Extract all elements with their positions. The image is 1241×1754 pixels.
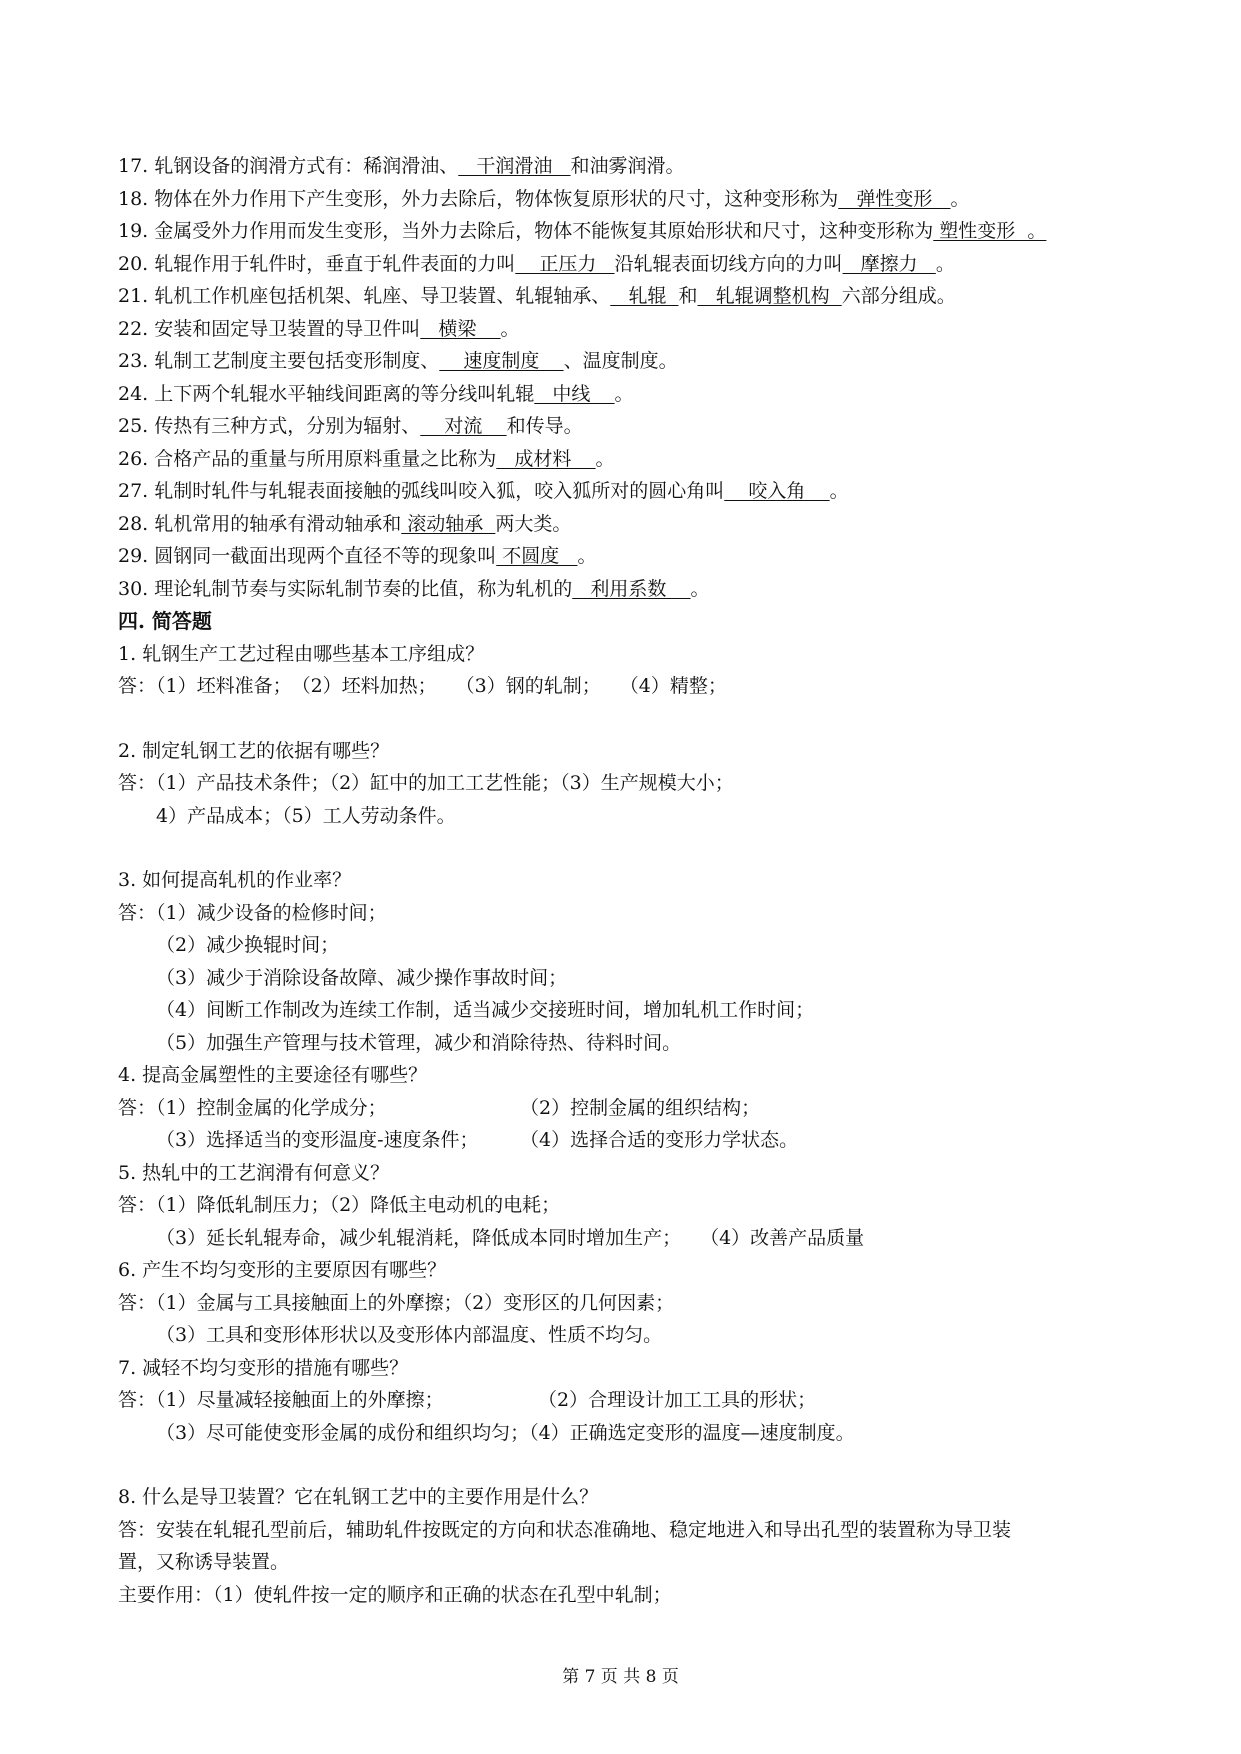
fill-question-text: 。	[829, 480, 849, 502]
question-2: 2. 制定轧钢工艺的依据有哪些？	[118, 739, 390, 762]
fill-question-text: 25. 传热有三种方式，分别为辐射、	[118, 415, 421, 437]
question-1: 1. 轧钢生产工艺过程由哪些基本工序组成？	[118, 642, 485, 665]
fill-item-29	[118, 540, 1178, 573]
fill-answer: 摩擦力	[842, 252, 936, 275]
answer-7-line-2: （3）尽可能使变形金属的成份和组织均匀；（4）正确选定变形的温度—速度制度。	[156, 1421, 855, 1444]
fill-question-text: 两大类。	[495, 512, 572, 535]
question-8: 8. 什么是导卫装置？它在轧钢工艺中的主要作用是什么？	[118, 1486, 599, 1508]
fill-question-text: 19. 金属受外力作用而发生变形，当外力去除后，物体不能恢复其原始形状和尺寸，这种变形称为	[118, 220, 934, 242]
fill-item-22	[118, 313, 1178, 346]
fill-question-text: 18. 物体在外力作用下产生变形，外力去除后，物体恢复原形状的尺寸，这种变形称为	[118, 187, 839, 210]
fill-question-text: 六部分组成。	[841, 285, 956, 307]
fill-answer: 成材料	[496, 447, 596, 470]
answer-4-part-1: 答：（1）控制金属的化学成分；	[118, 1096, 387, 1119]
answer-3-line-2: （2）减少换辊时间；	[156, 934, 340, 956]
answer-2-line-1: 答：（1）产品技术条件；（2）缸中的加工工艺性能；（3）生产规模大小；	[118, 772, 734, 794]
fill-item-26	[118, 443, 1178, 476]
fill-question-text: 沿轧辊表面切线方向的力叫	[614, 252, 843, 275]
fill-question-text: 。	[935, 252, 955, 275]
answer-7-part-2: （2）合理设计加工工具的形状；	[538, 1389, 817, 1411]
question-3: 3. 如何提高轧机的作业率？	[118, 869, 352, 891]
answer-6-line-1: 答：（1）金属与工具接触面上的外摩擦；（2）变形区的几何因素；	[118, 1291, 675, 1314]
answer-4-part-3: （3）选择适当的变形温度-速度条件；	[156, 1129, 479, 1151]
fill-item-28	[118, 508, 1178, 541]
question-5: 5. 热轧中的工艺润滑有何意义？	[118, 1161, 390, 1184]
fill-answer: 横梁	[420, 317, 501, 340]
answer-7-line-1	[118, 1384, 1178, 1417]
answer-5-line-2: （3）延长轧辊寿命，减少轧辊消耗，降低成本同时增加生产； （4）改善产品质量	[156, 1226, 865, 1249]
answer-6-line-2: （3）工具和变形体形状以及变形体内部温度、性质不均匀。	[156, 1324, 663, 1346]
fill-question-text: 和油雾润滑。	[570, 155, 685, 177]
fill-item-27	[118, 475, 1178, 508]
fill-answer: 对流	[420, 415, 507, 437]
fill-item-23	[118, 345, 1178, 378]
fill-answer: 不圆度	[496, 545, 578, 567]
fill-item-20	[118, 248, 1178, 281]
answer-7-part-1: 答：（1）尽量减轻接触面上的外摩擦；	[118, 1389, 444, 1411]
fill-answer: 速度制度	[439, 350, 564, 372]
fill-answer: 中线	[534, 382, 615, 405]
fill-question-text: 。	[690, 577, 710, 600]
fill-answer: 塑性变形 。	[933, 220, 1047, 242]
answer-8-line-2: 置，又称诱导装置。	[118, 1551, 290, 1573]
fill-item-24	[118, 378, 1178, 411]
fill-question-text: 28. 轧机常用的轴承有滑动轴承和	[118, 512, 402, 535]
document-body	[118, 150, 1178, 1611]
answer-4-line-1	[118, 1092, 1178, 1125]
fill-question-text: 24. 上下两个轧辊水平轴线间距离的等分线叫轧辊	[118, 382, 535, 405]
answer-4-part-4: （4）选择合适的变形力学状态。	[520, 1129, 799, 1151]
fill-answer: 滚动轴承	[401, 512, 496, 535]
answer-4-line-2	[118, 1124, 1178, 1157]
fill-answer: 轧辊调整机构	[697, 285, 842, 307]
fill-answer: 弹性变形	[838, 187, 951, 210]
answer-5-line-1: 答：（1）降低轧制压力；（2）降低主电动机的电耗；	[118, 1194, 561, 1216]
answer-3-line-1: 答：（1）减少设备的检修时间；	[118, 901, 387, 924]
fill-question-text: 和传导。	[506, 415, 583, 437]
fill-answer: 正压力	[515, 252, 615, 275]
fill-answer: 干润滑油	[458, 155, 571, 177]
fill-answer: 利用系数	[572, 577, 691, 600]
fill-question-text: 、温度制度。	[563, 350, 678, 372]
answer-2-line-2: 4）产品成本；（5）工人劳动条件。	[156, 804, 456, 827]
fill-answer: 咬入角	[724, 480, 830, 502]
section-title: 四. 简答题	[118, 609, 212, 633]
fill-question-text: 27. 轧制时轧件与轧辊表面接触的弧线叫咬入狐，咬入狐所对的圆心角叫	[118, 480, 725, 502]
fill-question-text: 。	[577, 545, 597, 567]
fill-question-text: 。	[614, 382, 634, 405]
fill-question-text: 21. 轧机工作机座包括机架、轧座、导卫装置、轧辊轴承、	[118, 285, 611, 307]
fill-item-21	[118, 280, 1178, 313]
question-7: 7. 减轻不均匀变形的措施有哪些？	[118, 1356, 409, 1379]
answer-3-line-3: （3）减少于消除设备故障、减少操作事故时间；	[156, 966, 568, 989]
answer-8-line-3: 主要作用：（1）使轧件按一定的顺序和正确的状态在孔型中轧制；	[118, 1583, 672, 1606]
fill-question-text: 。	[950, 187, 970, 210]
fill-question-text: 23. 轧制工艺制度主要包括变形制度、	[118, 350, 440, 372]
fill-answer: 轧辊	[610, 285, 679, 307]
answer-3-line-4: （4）间断工作制改为连续工作制，适当减少交接班时间，增加轧机工作时间；	[156, 999, 815, 1021]
answer-3-line-5: （5）加强生产管理与技术管理，减少和消除待热、待料时间。	[156, 1031, 682, 1054]
fill-question-text: 和	[678, 285, 698, 307]
fill-question-text: 20. 轧辊作用于轧件时，垂直于轧件表面的力叫	[118, 252, 516, 275]
fill-question-text: 30. 理论轧制节奏与实际轧制节奏的比值，称为轧机的	[118, 577, 573, 600]
fill-item-18	[118, 183, 1178, 216]
fill-question-text: 29. 圆钢同一截面出现两个直径不等的现象叫	[118, 545, 497, 567]
answer-8-line-1: 答：安装在轧辊孔型前后，辅助轧件按既定的方向和状态准确地、稳定地进入和导出孔型的装置称为导卫装	[118, 1518, 1012, 1541]
fill-question-text: 。	[500, 317, 520, 340]
fill-item-17	[118, 150, 1178, 183]
fill-item-30	[118, 573, 1178, 606]
answer-4-part-2: （2）控制金属的组织结构；	[520, 1096, 761, 1119]
fill-in-blank-list	[118, 150, 1178, 605]
answer-1: 答：（1）坯料准备； （2）坯料加热； （3）钢的轧制； （4）精整；	[118, 675, 727, 697]
question-4: 4. 提高金属塑性的主要途径有哪些？	[118, 1064, 428, 1086]
fill-question-text: 。	[595, 447, 615, 470]
fill-question-text: 17. 轧钢设备的润滑方式有：稀润滑油、	[118, 155, 459, 177]
fill-question-text: 26. 合格产品的重量与所用原料重量之比称为	[118, 447, 497, 470]
page-footer: 第 7 页 共 8 页	[562, 1667, 679, 1687]
question-6: 6. 产生不均匀变形的主要原因有哪些？	[118, 1259, 447, 1281]
fill-item-19	[118, 215, 1178, 248]
fill-question-text: 22. 安装和固定导卫装置的导卫件叫	[118, 317, 421, 340]
fill-item-25	[118, 410, 1178, 443]
